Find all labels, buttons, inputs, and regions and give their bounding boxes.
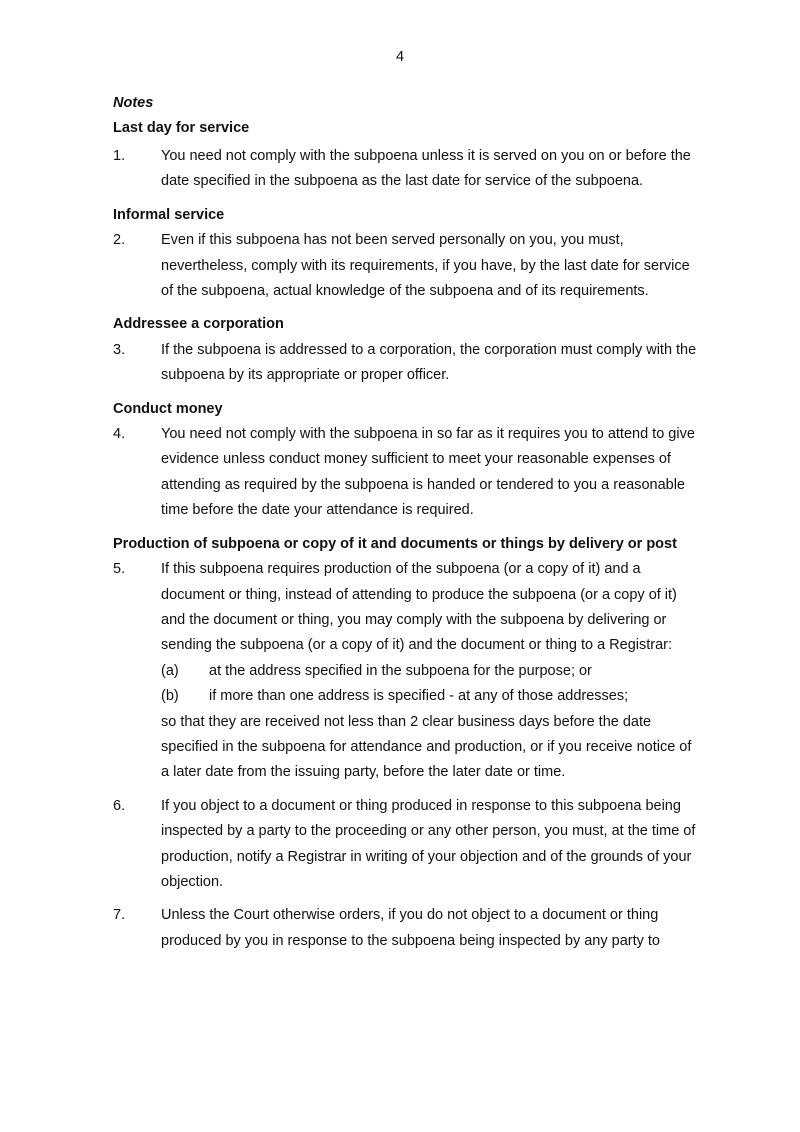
note-2 [113,228,703,304]
sub-item-label: (b) [161,688,179,705]
sub-item-text: if more than one address is specified - at any of those addresses; [209,688,629,705]
note-number: 7. [113,907,126,924]
note-number: 1. [113,148,126,164]
note-7 [113,903,703,954]
note-text: If the subpoena is addressed to a corporation, the corporation must comply with the subpoena by its appropriate or proper officer. [161,341,697,384]
heading-last-day-for-service: Last day for service [113,120,250,136]
note-number: 4. [113,426,126,443]
note-number: 5. [113,561,126,578]
sub-item-a [161,659,703,684]
notes-content [113,94,703,962]
note-3 [113,338,703,389]
note-number: 2. [113,232,126,249]
note-body [161,557,703,786]
heading-informal-service: Informal service [113,206,225,223]
note-text: Even if this subpoena has not been served personally on you, you must, nevertheless, comply with its requirements, if you have, by the last date for service of the subpoena, actual knowledge of the subpoena and of its requirements. [161,232,690,300]
note-4 [113,422,703,524]
note-text: You need not comply with the subpoena in so far as it requires you to attend to give evidence unless conduct money sufficient to meet your reasonable expenses of attending as required by the subpoena is handed or tendered to you a reasonable time before the date your attendance is required. [161,426,695,519]
note-number: 3. [113,341,126,358]
note-5 [113,557,703,786]
note-text: If you object to a document or thing produced in response to this subpoena being inspected by a party to the proceeding or any other person, you must, at the time of production, notify a Registrar in writing of your objection and of the grounds of your objection. [161,797,696,890]
heading-addressee-corporation: Addressee a corporation [113,316,284,333]
note-number: 6. [113,797,126,814]
note-text: If this subpoena requires production of the subpoena (or a copy of it) and a document or thing, instead of attending to produce the subpoena (or a copy of it) and the document or thing, you may comply with the subpoena by delivering or sending the subpoena (or a copy of it) and the document or thing to a Registrar: [161,561,677,654]
sub-item-text: at the address specified in the subpoena for the purpose; or [209,662,592,679]
page-number: 4 [395,49,405,65]
note-6 [113,794,703,896]
heading-conduct-money: Conduct money [113,400,223,417]
note-text: Unless the Court otherwise orders, if you do not object to a document or thing produced by you in response to the subpoena being inspected by any party to [161,907,660,949]
note-text: You need not comply with the subpoena unless it is served on you on or before the date specified in the subpoena as the last date for service of the subpoena. [161,148,691,190]
sub-item-label: (a) [161,662,179,679]
note-tail-text: so that they are received not less than 2 clear business days before the date specified in the subpoena for attendance and production, or if you receive notice of a later date from the issuing party, before the later date or time. [161,713,692,781]
notes-heading: Notes [113,95,154,111]
sub-item-b [161,684,703,709]
heading-production-of-subpoena: Production of subpoena or copy of it and documents or things by delivery or post [113,535,677,552]
note-1 [113,144,703,195]
